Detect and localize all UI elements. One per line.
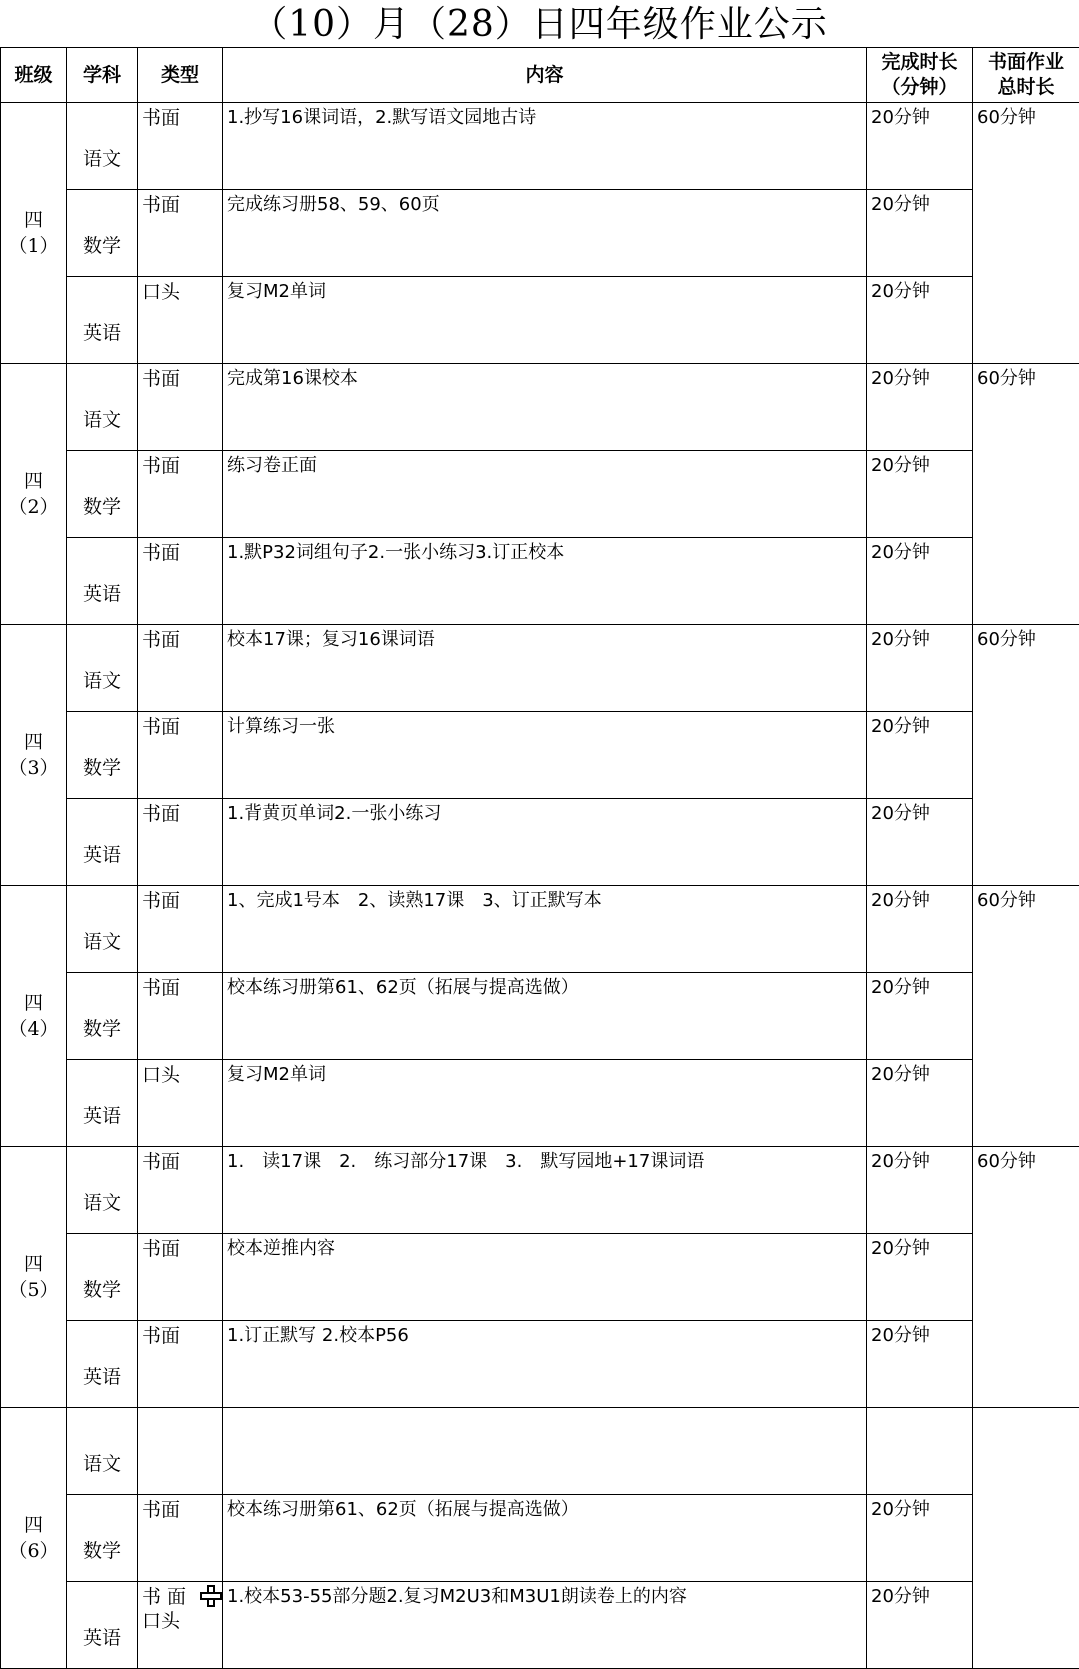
table-row: [1, 190, 1079, 277]
table-row: [1, 625, 1079, 712]
type-label: 口头: [142, 1064, 180, 1086]
table-row: [1, 712, 1079, 799]
content-cell: 复习M2单词: [223, 277, 867, 364]
type-label: 书面: [142, 368, 180, 390]
type-cell: [138, 625, 223, 712]
table-row: [1, 1147, 1079, 1234]
duration-cell: 20分钟: [867, 1495, 973, 1582]
subject-cell: 语文: [67, 103, 138, 190]
type-cell: [138, 103, 223, 190]
type-label: 书面: [142, 107, 180, 129]
header-content: 内容: [223, 48, 867, 103]
table-row: [1, 886, 1079, 973]
class-cell: [1, 364, 67, 625]
type-cell: [138, 1408, 223, 1495]
type-cell: [138, 712, 223, 799]
table-row: [1, 1495, 1079, 1582]
content-cell: 1. 读17课 2. 练习部分17课 3. 默写园地+17课词语: [223, 1147, 867, 1234]
type-cell: [138, 1147, 223, 1234]
duration-cell: 20分钟: [867, 190, 973, 277]
content-cell: 练习卷正面: [223, 451, 867, 538]
subject-cell: 英语: [67, 277, 138, 364]
subject-cell: 英语: [67, 799, 138, 886]
subject-cell: 语文: [67, 364, 138, 451]
type-label: 书面: [142, 977, 180, 999]
type-label: 书面: [142, 1499, 180, 1521]
table-row: [1, 277, 1079, 364]
subject-cell: 数学: [67, 190, 138, 277]
class-number: （3）: [1, 755, 66, 781]
class-grade: 四: [1, 1251, 66, 1277]
subject-cell: 数学: [67, 712, 138, 799]
content-cell: 1、完成1号本 2、读熟17课 3、订正默写本: [223, 886, 867, 973]
duration-cell: 20分钟: [867, 538, 973, 625]
duration-cell: 20分钟: [867, 799, 973, 886]
type-cell: [138, 1495, 223, 1582]
cursor-cross-icon: [200, 1585, 222, 1607]
type-cell: [138, 886, 223, 973]
class-cell: [1, 625, 67, 886]
header-subject: 学科: [67, 48, 138, 103]
content-cell: 1.背黄页单词2.一张小练习: [223, 799, 867, 886]
header-total-line2: 总时长: [973, 75, 1079, 100]
content-cell: 校本练习册第61、62页（拓展与提高选做）: [223, 973, 867, 1060]
class-grade: 四: [1, 1512, 66, 1538]
subject-cell: 英语: [67, 1582, 138, 1669]
total-cell: 60分钟: [973, 103, 1079, 364]
class-grade: 四: [1, 468, 66, 494]
total-cell: 60分钟: [973, 625, 1079, 886]
class-number: （4）: [1, 1016, 66, 1042]
type-label: 书面: [142, 1238, 180, 1260]
total-cell: 60分钟: [973, 886, 1079, 1147]
header-total-line1: 书面作业: [973, 50, 1079, 75]
duration-cell: 20分钟: [867, 1234, 973, 1321]
content-cell: 计算练习一张: [223, 712, 867, 799]
type-label: 书面: [142, 1151, 180, 1173]
class-number: （6）: [1, 1538, 66, 1564]
duration-cell: 20分钟: [867, 886, 973, 973]
table-row: [1, 103, 1079, 190]
subject-cell: 英语: [67, 1060, 138, 1147]
subject-cell: 语文: [67, 1408, 138, 1495]
duration-cell: 20分钟: [867, 1060, 973, 1147]
table-row: [1, 973, 1079, 1060]
duration-cell: 20分钟: [867, 1582, 973, 1669]
table-row: [1, 538, 1079, 625]
type-label: 书面: [142, 890, 180, 912]
class-cell: [1, 1147, 67, 1408]
class-cell: [1, 886, 67, 1147]
type-cell: [138, 277, 223, 364]
duration-cell: 20分钟: [867, 451, 973, 538]
type-label: 书面: [142, 455, 180, 477]
type-cell: [138, 799, 223, 886]
table-row: [1, 1234, 1079, 1321]
page-title: （10）月（28）日四年级作业公示: [0, 0, 1079, 47]
class-cell: [1, 1408, 67, 1669]
type-label: 书 面 口头: [142, 1586, 186, 1632]
duration-cell: 20分钟: [867, 103, 973, 190]
content-cell: 校本逆推内容: [223, 1234, 867, 1321]
content-cell: 完成练习册58、59、60页: [223, 190, 867, 277]
table-body: [1, 103, 1079, 1669]
table-row: [1, 451, 1079, 538]
duration-cell: 20分钟: [867, 364, 973, 451]
class-grade: 四: [1, 729, 66, 755]
content-cell: 完成第16课校本: [223, 364, 867, 451]
table-row: [1, 364, 1079, 451]
subject-cell: 数学: [67, 1234, 138, 1321]
content-cell: 1.校本53-55部分题2.复习M2U3和M3U1朗读卷上的内容: [223, 1582, 867, 1669]
type-label: 书面: [142, 716, 180, 738]
type-cell: [138, 364, 223, 451]
table-row: [1, 1582, 1079, 1669]
content-cell: 校本17课；复习16课词语: [223, 625, 867, 712]
duration-cell: [867, 1408, 973, 1495]
content-cell: 校本练习册第61、62页（拓展与提高选做）: [223, 1495, 867, 1582]
type-label: 书面: [142, 1325, 180, 1347]
content-cell: 1.订正默写 2.校本P56: [223, 1321, 867, 1408]
total-cell: 60分钟: [973, 364, 1079, 625]
duration-cell: 20分钟: [867, 625, 973, 712]
class-number: （5）: [1, 1277, 66, 1303]
type-cell: [138, 538, 223, 625]
type-label: 书面: [142, 194, 180, 216]
subject-cell: 英语: [67, 1321, 138, 1408]
class-number: （2）: [1, 494, 66, 520]
table-row: [1, 1408, 1079, 1495]
type-cell: [138, 1060, 223, 1147]
header-row: [1, 48, 1079, 103]
subject-cell: 语文: [67, 625, 138, 712]
header-type: 类型: [138, 48, 223, 103]
header-duration: [867, 48, 973, 103]
type-cell: [138, 973, 223, 1060]
class-number: （1）: [1, 233, 66, 259]
table-row: [1, 799, 1079, 886]
content-cell: 复习M2单词: [223, 1060, 867, 1147]
table-row: [1, 1060, 1079, 1147]
class-grade: 四: [1, 207, 66, 233]
type-cell: [138, 1582, 223, 1669]
subject-cell: 语文: [67, 886, 138, 973]
header-class: 班级: [1, 48, 67, 103]
duration-cell: 20分钟: [867, 277, 973, 364]
header-duration-line2: （分钟）: [867, 75, 972, 100]
content-cell: 1.抄写16课词语，2.默写语文园地古诗: [223, 103, 867, 190]
class-cell: [1, 103, 67, 364]
homework-table: [0, 47, 1079, 1669]
subject-cell: 数学: [67, 1495, 138, 1582]
type-label: 书面: [142, 803, 180, 825]
type-cell: [138, 190, 223, 277]
duration-cell: 20分钟: [867, 1321, 973, 1408]
class-grade: 四: [1, 990, 66, 1016]
duration-cell: 20分钟: [867, 973, 973, 1060]
total-cell: [973, 1408, 1079, 1669]
subject-cell: 英语: [67, 538, 138, 625]
subject-cell: 数学: [67, 973, 138, 1060]
subject-cell: 语文: [67, 1147, 138, 1234]
subject-cell: 数学: [67, 451, 138, 538]
type-label: 书面: [142, 542, 180, 564]
type-cell: [138, 1234, 223, 1321]
header-duration-line1: 完成时长: [867, 50, 972, 75]
duration-cell: 20分钟: [867, 1147, 973, 1234]
duration-cell: 20分钟: [867, 712, 973, 799]
header-total: [973, 48, 1079, 103]
type-label: 书面: [142, 629, 180, 651]
content-cell: 1.默P32词组句子2.一张小练习3.订正校本: [223, 538, 867, 625]
table-row: [1, 1321, 1079, 1408]
total-cell: 60分钟: [973, 1147, 1079, 1408]
content-cell: [223, 1408, 867, 1495]
type-cell: [138, 451, 223, 538]
type-cell: [138, 1321, 223, 1408]
type-label: 口头: [142, 281, 180, 303]
